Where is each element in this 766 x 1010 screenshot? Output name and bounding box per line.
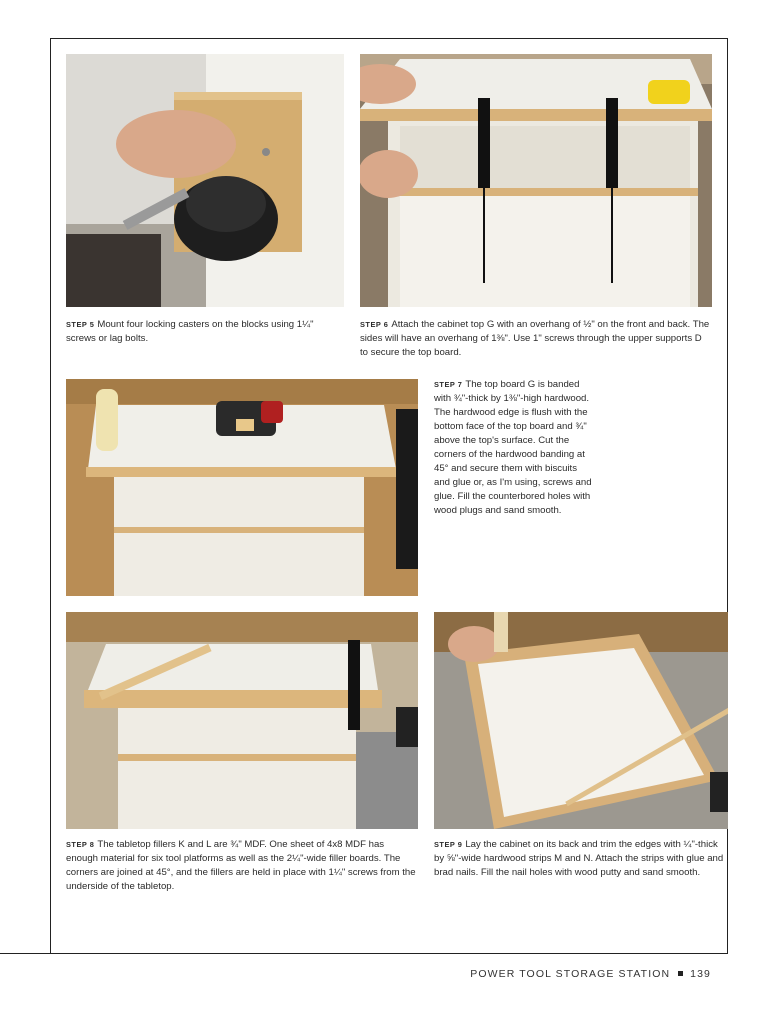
step-9-text: Lay the cabinet on its back and trim the edges with ¼"-thick by ⅝"-wide hardwood strips M and N. Attach the strips with glue and brad nails. Fill the nail holes with wood putty and sand smooth. (434, 839, 724, 878)
step-5-caption (66, 318, 346, 346)
step-8-photo (66, 612, 418, 829)
section-title: POWER TOOL STORAGE STATION (470, 968, 671, 980)
bottom-margin-rule (0, 953, 728, 954)
step-8-label: STEP 8 (66, 840, 95, 849)
step-8-text: The tabletop fillers K and L are ¾" MDF. One sheet of 4x8 MDF has enough material for six tool platforms as well as the 2¼"-wide filler boards. The corners are joined at 45°, and the fillers are held in place with 1¼" screws from the underside of the tabletop. (66, 839, 416, 892)
step-6-label: STEP 6 (360, 320, 389, 329)
step-7-photo (66, 379, 418, 596)
footer-bullet-icon (678, 971, 683, 976)
step-6-text: Attach the cabinet top G with an overhang of ½" on the front and back. The sides will have an overhang of 1⅜". Use 1" screws through the upper supports D to secure the top board. (360, 319, 710, 358)
left-margin-rule (50, 38, 51, 953)
step-6-caption (360, 318, 710, 360)
step-5-text: Mount four locking casters on the blocks using 1¼" screws or lag bolts. (66, 319, 314, 344)
step-9-label: STEP 9 (434, 840, 463, 849)
page-footer (470, 968, 711, 980)
step-7-label: STEP 7 (434, 380, 463, 389)
step-9-caption (434, 838, 724, 880)
step-9-photo (434, 612, 728, 829)
step-5-label: STEP 5 (66, 320, 95, 329)
step-7-caption (434, 378, 594, 518)
top-margin-rule (50, 38, 728, 39)
step-6-photo (360, 54, 712, 307)
page-number: 139 (690, 968, 711, 980)
step-5-photo (66, 54, 344, 307)
step-8-caption (66, 838, 416, 894)
step-7-text: The top board G is banded with ¾"-thick by 1⅜"-high hardwood. The hardwood edge is flush with the bottom face of the top board and ¾" above the top's surface. Cut the corners of the hardwood banding at 45° and secure them with biscuits and glue or, as I'm using, screws and glue. Fill the counterbored holes with wood plugs and sand smooth. (434, 379, 592, 516)
